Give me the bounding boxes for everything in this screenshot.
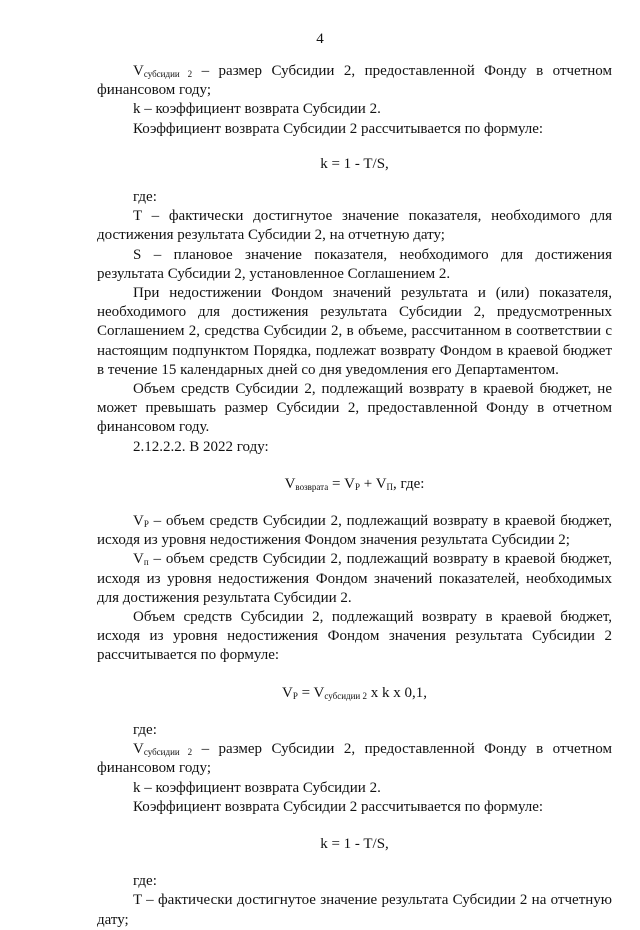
paragraph-formula-intro-2: Коэффициент возврата Субсидии 2 рассчитывается по формуле: — [133, 798, 544, 815]
formula-k-2: k = 1 - T/S, — [320, 835, 389, 852]
formula-part: + V — [360, 475, 387, 492]
paragraph-k-definition: k – коэффициент возврата Субсидии 2. — [133, 101, 381, 118]
subscript: П — [386, 481, 394, 492]
subscript: субсидии 2 — [143, 69, 193, 79]
symbol: V — [282, 684, 293, 701]
subscript: п — [143, 557, 149, 568]
subscript: P — [355, 481, 361, 492]
formula-k: k = 1 - T/S, — [320, 155, 389, 172]
paragraph-formula-intro: Коэффициент возврата Субсидии 2 рассчитывается по формуле: — [133, 120, 544, 137]
formula-vp — [97, 684, 612, 703]
paragraph-vp-definition — [97, 512, 612, 550]
formula-part: = V — [297, 684, 325, 701]
formula-part: = V — [328, 475, 355, 492]
page-number: 4 — [316, 31, 324, 47]
paragraph-text: – объем средств Субсидии 2, подлежащий возврату в краевой бюджет, исходя из уровня недостижения Фондом значений показателей, необходимых для достижения результата Субсидии 2. — [97, 551, 612, 606]
subscript: P — [143, 519, 149, 530]
paragraph-text: – объем средств Субсидии 2, подлежащий возврату в краевой бюджет, исходя из уровня недостижения Фондом значения результата Субсидии 2; — [97, 513, 612, 549]
paragraph-s-definition: S – плановое значение показателя, необходимого для достижения результата Субсидии 2, установленное Соглашением 2. — [97, 246, 612, 282]
paragraph-vn-definition — [97, 550, 612, 608]
paragraph-t-result-definition: T – фактически достигнутое значение результата Субсидии 2 на отчетную дату; — [97, 892, 612, 928]
subscript: субсидии 2 — [324, 690, 367, 701]
subscript: P — [292, 690, 298, 701]
paragraph-k-definition-2: k – коэффициент возврата Субсидии 2. — [133, 779, 381, 796]
formula-part: , где: — [393, 475, 425, 492]
formula-part: x k x 0,1, — [367, 684, 427, 701]
subscript: возврата — [295, 481, 329, 492]
symbol: V — [133, 741, 144, 758]
symbol: V — [133, 513, 144, 530]
paragraph-return-limit: Объем средств Субсидии 2, подлежащий возврату в краевой бюджет, не может превышать размер Субсидии 2, предоставленной Фонду в отчетном финансовом году. — [97, 381, 612, 436]
formula-v-return — [97, 475, 612, 494]
paragraph-t-definition: T – фактически достигнутое значение показателя, необходимого для достижения результата Субсидии 2, на отчетную дату; — [97, 208, 612, 244]
paragraph-text: – размер Субсидии 2, предоставленной Фонду в отчетном финансовом году; — [97, 741, 613, 777]
paragraph-text: – размер Субсидии 2, предоставленной Фонду в отчетном финансовом году; — [97, 63, 613, 99]
paragraph-return-volume: Объем средств Субсидии 2, подлежащий возврату в краевой бюджет, исходя из уровня недостижения Фондом значения результата Субсидии 2 рассчитывается по формуле: — [97, 609, 612, 664]
paragraph-v-subsidy-definition-2 — [97, 740, 612, 778]
paragraph-return-conditions: При недостижении Фондом значений результата и (или) показателя, необходимого для достижения результата Субсидии 2, предусмотренных Соглашением 2, средства Субсидии 2, в объеме, рассчитанном в соответствии с настоящим подпунктом Порядка, подлежат возврату Фондом в краевой бюджет в течение 15 календарных дней со дня уведомления его Департаментом. — [97, 285, 612, 378]
paragraph-where-3: где: — [133, 873, 157, 890]
symbol: V — [133, 63, 144, 79]
paragraph-v-subsidy-definition — [97, 62, 612, 100]
document-body — [97, 62, 612, 930]
paragraph-where-2: где: — [133, 721, 157, 738]
paragraph-where: где: — [133, 189, 157, 206]
symbol: V — [284, 475, 296, 492]
section-heading-2022: 2.12.2.2. В 2022 году: — [133, 438, 269, 455]
subscript: субсидии 2 — [143, 747, 193, 758]
symbol: V — [133, 551, 144, 568]
